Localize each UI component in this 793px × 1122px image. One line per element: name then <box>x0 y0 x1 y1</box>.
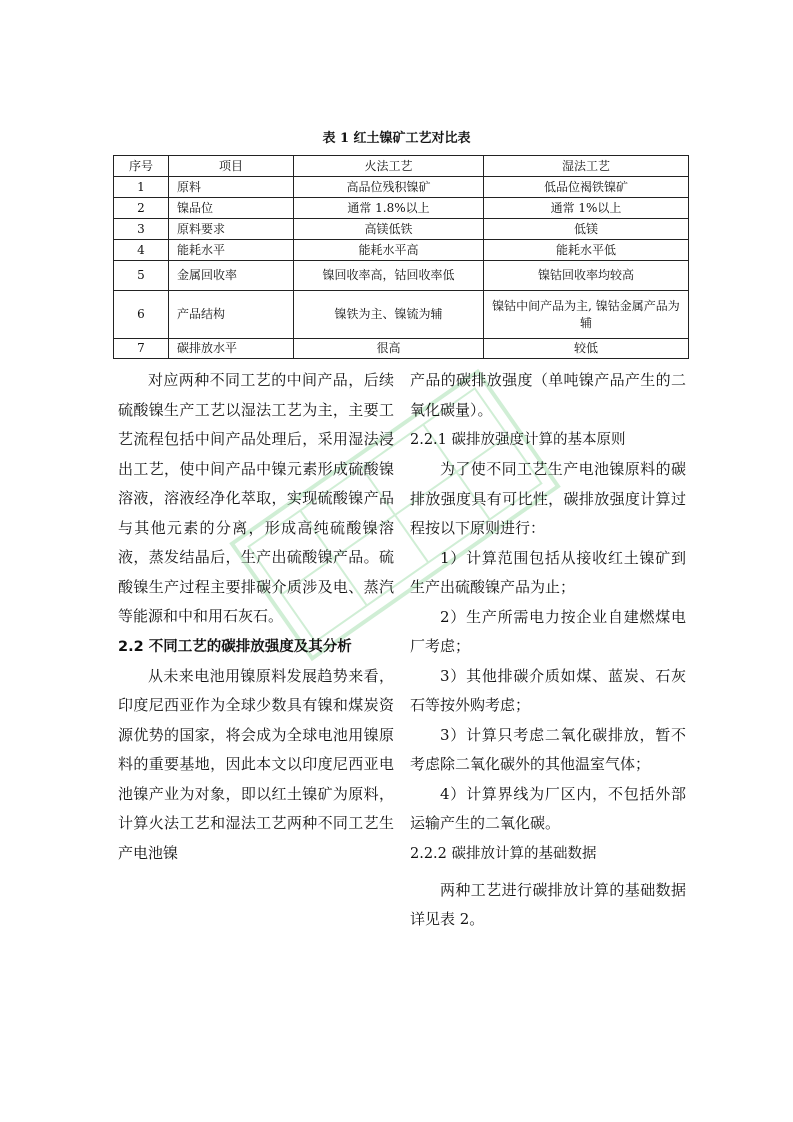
header-pyro: 火法工艺 <box>294 156 484 177</box>
list-item: 1）计算范围包括从接收红土镍矿到生产出硫酸镍产品为止； <box>410 548 686 596</box>
body-paragraph: 为了使不同工艺生产电池镍原料的碳排放强度具有可比性，碳排放强度计算过程按以下原则进行： <box>410 460 686 537</box>
table-row <box>114 177 689 198</box>
table-row <box>114 240 689 261</box>
body-paragraph: 产品的碳排放强度（单吨镍产品产生的二氧化碳量）。 <box>410 371 686 419</box>
cell-index: 4 <box>114 240 169 261</box>
body-paragraph: 对应两种不同工艺的中间产品，后续硫酸镍生产工艺以湿法工艺为主，主要工艺流程包括中间产品处理后，采用湿法浸出工艺，使中间产品中镍元素形成硫酸镍溶液，溶液经净化萃取，实现硫酸镍产品与其他元素的分离，形成高纯硫酸镍溶液，蒸发结晶后，生产出硫酸镍产品。硫酸镍生产过程主要排碳介质涉及电、蒸汽等能源和中和用石灰石。 <box>118 371 394 625</box>
cell-pyro: 很高 <box>294 339 484 359</box>
cell-item: 碳排放水平 <box>169 339 294 359</box>
cell-item: 金属回收率 <box>169 261 294 291</box>
list-item: 4）计算界线为厂区内，不包括外部运输产生的二氧化碳。 <box>410 784 686 832</box>
cell-index: 2 <box>114 198 169 219</box>
process-comparison-table <box>113 155 689 359</box>
cell-hydro: 通常 1%以上 <box>484 198 689 219</box>
right-column <box>410 366 686 935</box>
cell-hydro: 镍钴回收率均较高 <box>484 261 689 291</box>
table-row <box>114 261 689 291</box>
table-row <box>114 339 689 359</box>
table-row <box>114 198 689 219</box>
cell-index: 1 <box>114 177 169 198</box>
table-header-row <box>114 156 689 177</box>
cell-pyro: 高品位残积镍矿 <box>294 177 484 198</box>
cell-hydro: 能耗水平低 <box>484 240 689 261</box>
header-item: 项目 <box>169 156 294 177</box>
cell-item: 镍品位 <box>169 198 294 219</box>
header-hydro: 湿法工艺 <box>484 156 689 177</box>
cell-pyro: 高镁低铁 <box>294 219 484 240</box>
cell-item: 原料要求 <box>169 219 294 240</box>
cell-item: 产品结构 <box>169 291 294 339</box>
cell-item: 原料 <box>169 177 294 198</box>
cell-pyro: 能耗水平高 <box>294 240 484 261</box>
cell-hydro: 较低 <box>484 339 689 359</box>
cell-index: 7 <box>114 339 169 359</box>
cell-pyro: 镍回收率高，钴回收率低 <box>294 261 484 291</box>
body-paragraph: 从未来电池用镍原料发展趋势来看，印度尼西亚作为全球少数具有镍和煤炭资源优势的国家，将会成为全球电池用镍原料的重要基地，因此本文以印度尼西亚电池镍产业为对象，即以红土镍矿为原料，计算火法工艺和湿法工艺两种不同工艺生产电池镍 <box>118 666 394 862</box>
cell-index: 6 <box>114 291 169 339</box>
cell-item: 能耗水平 <box>169 240 294 261</box>
header-index: 序号 <box>114 156 169 177</box>
cell-hydro: 镍钴中间产品为主, 镍钴金属产品为辅 <box>484 291 689 339</box>
table-row <box>114 219 689 240</box>
cell-pyro: 镍铁为主、镍锍为辅 <box>294 291 484 339</box>
table-caption: 表 1 红土镍矿工艺对比表 <box>322 131 471 146</box>
list-item: 3）计算只考虑二氧化碳排放，暂不考虑除二氧化碳外的其他温室气体； <box>410 725 686 773</box>
subsection-heading: 2.2.1 碳排放强度计算的基本原则 <box>410 432 626 448</box>
cell-index: 3 <box>114 219 169 240</box>
table-row <box>114 291 689 339</box>
cell-index: 5 <box>114 261 169 291</box>
section-heading: 2.2 不同工艺的碳排放强度及其分析 <box>118 638 352 655</box>
cell-hydro: 低品位褐铁镍矿 <box>484 177 689 198</box>
list-item: 3）其他排碳介质如煤、蓝炭、石灰石等按外购考虑； <box>410 666 686 714</box>
left-column <box>118 366 394 868</box>
cell-pyro: 通常 1.8%以上 <box>294 198 484 219</box>
body-paragraph: 两种工艺进行碳排放计算的基础数据详见表 2。 <box>410 880 686 928</box>
subsection-heading: 2.2.2 碳排放计算的基础数据 <box>410 845 597 862</box>
cell-hydro: 低镁 <box>484 219 689 240</box>
list-item: 2）生产所需电力按企业自建燃煤电厂考虑； <box>410 607 686 655</box>
spacer <box>410 869 686 876</box>
